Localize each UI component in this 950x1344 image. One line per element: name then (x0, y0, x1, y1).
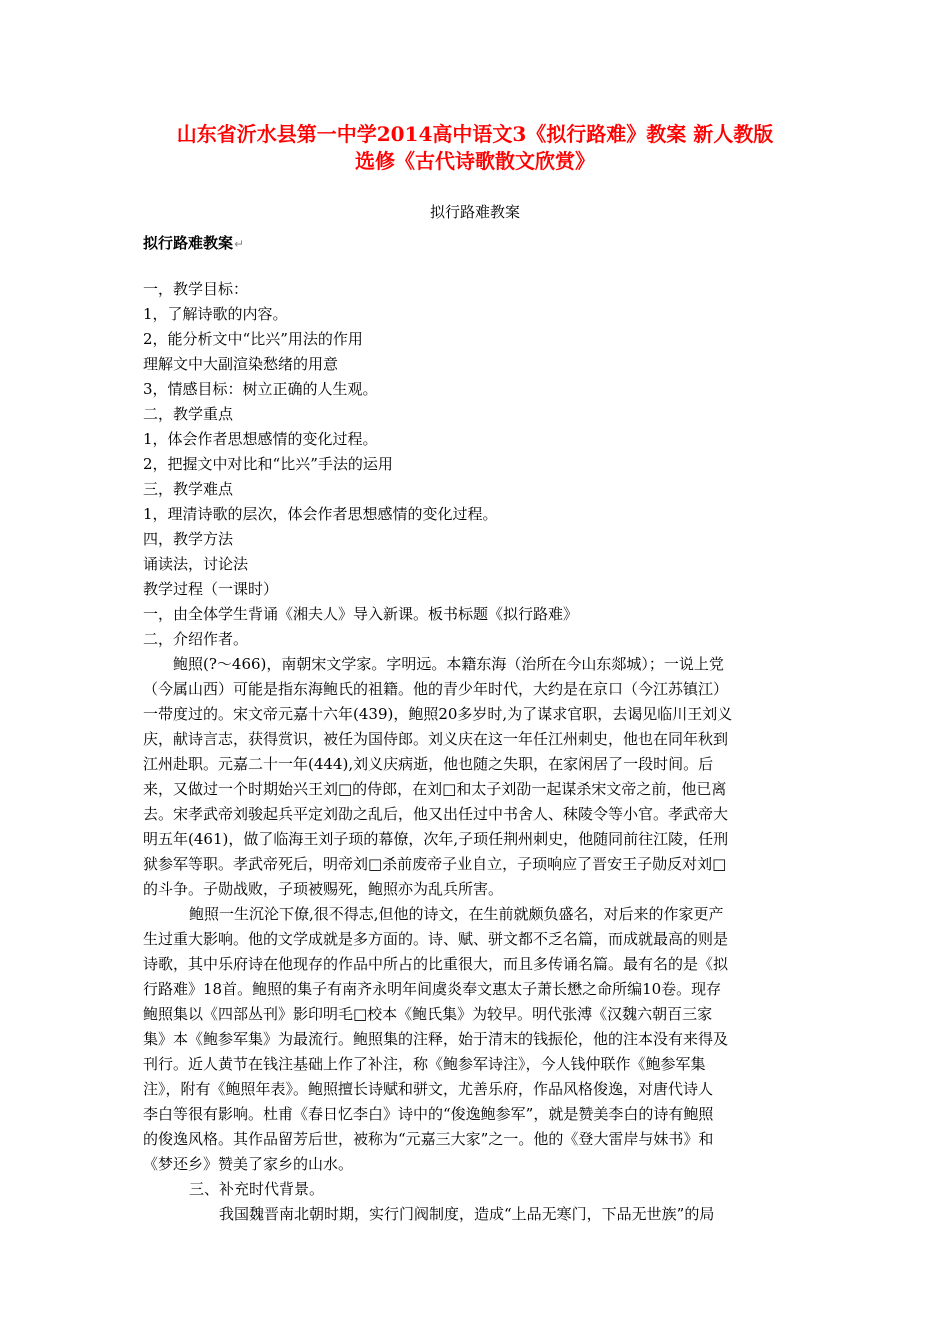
paragraph-line: 明五年(461)，做了临海王刘子顼的幕僚，次年,子顼任荆州刺史，他随同前往江陵，任刑 (143, 830, 729, 848)
body-line: 一，由全体学生背诵《湘夫人》导入新课。板书标题《拟行路难》 (143, 605, 579, 623)
section-heading (143, 233, 244, 254)
paragraph-line: 的俊逸风格。其作品留芳后世，被称为“元嘉三大家”之一。他的《登大雷岸与妹书》和 (143, 1130, 714, 1148)
document-body (143, 277, 808, 1227)
paragraph-line: 江州赴职。元嘉二十一年(444),刘义庆病逝，他也随之失职，在家闲居了一段时间。后 (143, 755, 714, 773)
paragraph-line: 鲍照集以《四部丛刊》影印明毛□校本《鲍氏集》为较早。明代张溥《汉魏六朝百三家 (143, 1005, 713, 1023)
body-line: 一，教学目标： (143, 280, 249, 298)
paragraph-line: 注》，附有《鲍照年表》。鲍照擅长诗赋和骈文，尤善乐府，作品风格俊逸，对唐代诗人 (143, 1080, 714, 1098)
body-line: 二，教学重点 (143, 405, 234, 423)
body-line: 2，把握文中对比和“比兴”手法的运用 (143, 455, 393, 473)
body-line: 2，能分析文中“比兴”用法的作用 (143, 330, 363, 348)
section3-heading: 三、补充时代背景。 (189, 1180, 325, 1198)
document-subtitle: 拟行路难教案 (429, 203, 520, 221)
body-line: 二，介绍作者。 (143, 630, 249, 648)
paragraph-line: 诗歌，其中乐府诗在他现存的作品中所占的比重很大，而且多传诵名篇。最有名的是《拟 (143, 955, 729, 973)
paragraph-line: 生过重大影响。他的文学成就是多方面的。诗、赋、骈文都不乏名篇，而成就最高的则是 (143, 930, 729, 948)
paragraph-line: 一带度过的。宋文帝元嘉十六年(439)，鲍照20多岁时,为了谋求官职，去谒见临川王刘义 (143, 705, 733, 723)
body-line: 三，教学难点 (143, 480, 234, 498)
paragraph-line: 的斗争。子勋战败，子顼被赐死，鲍照亦为乱兵所害。 (143, 880, 504, 898)
paragraph-mark-icon: ↵ (234, 237, 245, 251)
paragraph-line: 行路难》18首。鲍照的集子有南齐永明年间虞炎奉文惠太子萧长懋之命所编10卷。现存 (143, 980, 722, 998)
body-line: 1，体会作者思想感情的变化过程。 (143, 430, 378, 448)
body-line: 四，教学方法 (143, 530, 234, 548)
paragraph-line: 《梦还乡》赞美了家乡的山水。 (143, 1155, 354, 1173)
paragraph-line: 李白等很有影响。杜甫《春日忆李白》诗中的“俊逸鲍参军”，就是赞美李白的诗有鲍照 (143, 1105, 714, 1123)
paragraph-line: （今属山西）可能是指东海鲍氏的祖籍。他的青少年时代，大约是在京口（今江苏镇江） (143, 680, 729, 698)
background-paragraph (143, 1202, 808, 1227)
paragraph-line: 狱参军等职。孝武帝死后，明帝刘□杀前废帝子业自立，子顼响应了晋安王子勋反对刘□ (143, 855, 727, 873)
body-line: 教学过程（一课时） (143, 580, 279, 598)
section-heading-text: 拟行路难教案 (143, 234, 234, 252)
body-line: 诵读法，讨论法 (143, 555, 249, 573)
title-line-1: 山东省沂水县第一中学2014高中语文3《拟行路难》教案 新人教版 (176, 122, 774, 146)
document-title (100, 121, 850, 175)
works-paragraph (143, 902, 808, 1177)
paragraph-line: 鲍照一生沉沦下僚,很不得志,但他的诗文，在生前就颇负盛名，对后来的作家更产 (189, 905, 724, 923)
body-line: 理解文中大副渲染愁绪的用意 (143, 355, 339, 373)
body-line: 1，了解诗歌的内容。 (143, 305, 288, 323)
body-line: 3，情感目标：树立正确的人生观。 (143, 380, 378, 398)
paragraph-line: 来，又做过一个时期始兴王刘□的侍郎，在刘□和太子刘劭一起谋杀宋文帝之前，他已离 (143, 780, 727, 798)
paragraph-line: 庆，献诗言志，获得赏识，被任为国侍郎。刘义庆在这一年任江州刺史，他也在同年秋到 (143, 730, 729, 748)
author-paragraph (143, 652, 808, 902)
paragraph-line: 集》本《鲍参军集》为最流行。鲍照集的注释，始于清末的钱振伦，他的注本没有来得及 (143, 1030, 729, 1048)
body-line: 1，理清诗歌的层次，体会作者思想感情的变化过程。 (143, 505, 498, 523)
title-line-2: 选修《古代诗歌散文欣赏》 (355, 149, 595, 173)
paragraph-line: 我国魏晋南北朝时期，实行门阀制度，造成“上品无寒门，下品无世族”的局 (219, 1205, 715, 1223)
paragraph-line: 鲍照(?～466)，南朝宋文学家。字明远。本籍东海（治所在今山东郯城）；一说上党 (173, 655, 724, 673)
paragraph-line: 刊行。近人黄节在钱注基础上作了补注，称《鲍参军诗注》，今人钱仲联作《鲍参军集 (143, 1055, 706, 1073)
paragraph-line: 去。宋孝武帝刘骏起兵平定刘劭之乱后，他又出任过中书舍人、秣陵令等小官。孝武帝大 (143, 805, 729, 823)
